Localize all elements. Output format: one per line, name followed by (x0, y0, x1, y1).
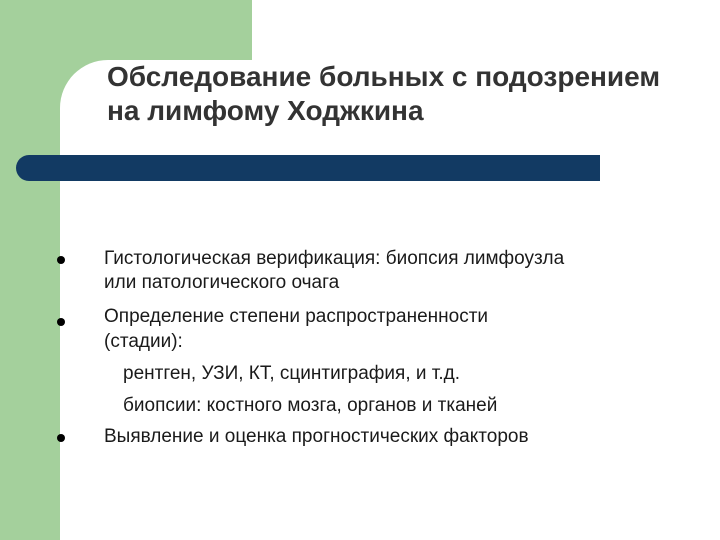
bullet-2-line-2: (стадии): (104, 331, 183, 352)
bullet-1-line-2: или патологического очага (104, 272, 340, 293)
bullet-1-line-1: Гистологическая верификация: биопсия лимфоузла (104, 248, 565, 269)
bullet-2-subline-1: рентген, УЗИ, КТ, сцинтиграфия, и т.д. (123, 363, 461, 384)
title-divider-bar (16, 155, 600, 181)
bullet-2-subline-2: биопсии: костного мозга, органов и тканей (123, 395, 498, 416)
slide-title-line-2: на лимфому Ходжкина (107, 95, 424, 126)
bullet-2-line-1: Определение степени распространенности (104, 306, 489, 327)
bullet-3-line-1: Выявление и оценка прогностических факторов (104, 426, 529, 447)
slide-title-line-1: Обследование больных с подозрением (107, 61, 661, 92)
slide-title (107, 60, 720, 128)
